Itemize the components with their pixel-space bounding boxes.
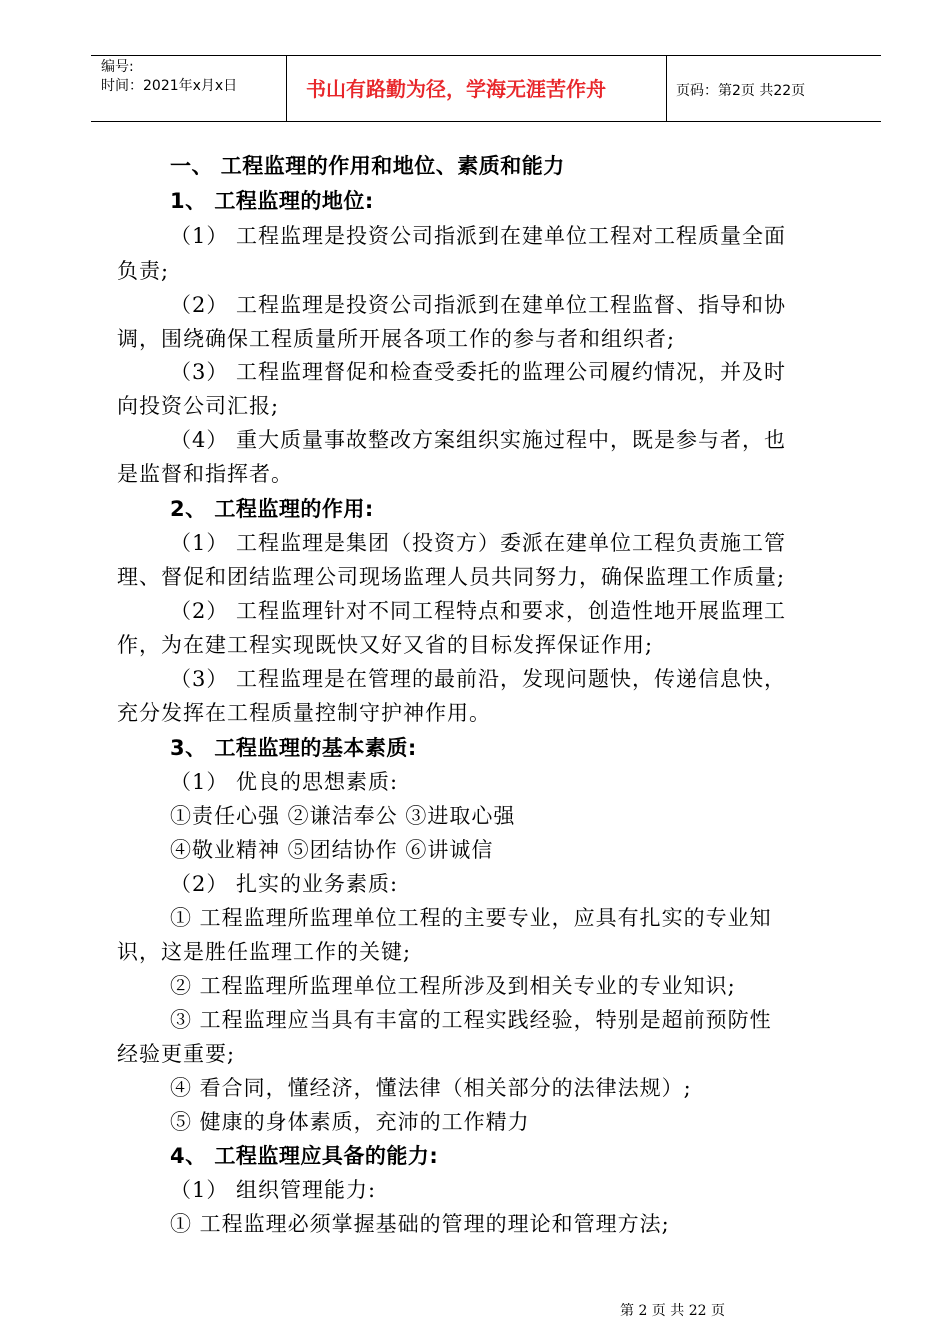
header-top-rule (91, 55, 881, 56)
paragraph-line: （3） 工程监理是在管理的最前沿，发现问题快，传递信息快， (170, 667, 787, 691)
header-divider-left (286, 55, 287, 121)
subsection-heading: 4、 工程监理应具备的能力: (170, 1144, 439, 1168)
header-divider-right (666, 55, 667, 121)
list-item: ② 工程监理所监理单位工程所涉及到相关专业的专业知识; (170, 974, 736, 998)
paragraph-line: （2） 扎实的业务素质: (170, 872, 399, 896)
paragraph-line: （4） 重大质量事故整改方案组织实施过程中，既是参与者，也 (170, 428, 787, 452)
subsection-heading: 1、 工程监理的地位: (170, 189, 374, 213)
paragraph-line: 理、督促和团结监理公司现场监理人员共同努力，确保监理工作质量; (117, 565, 786, 589)
page-footer: 第 2 页 共 22 页 (620, 1303, 725, 1319)
list-item: ① 工程监理所监理单位工程的主要专业，应具有扎实的专业知 (170, 906, 772, 930)
paragraph-line: 充分发挥在工程质量控制守护神作用。 (117, 701, 491, 725)
paragraph-line: 向投资公司汇报; (117, 394, 280, 418)
list-item: ①责任心强 ②谦洁奉公 ③进取心强 (170, 804, 516, 828)
list-item: ④敬业精神 ⑤团结协作 ⑥讲诚信 (170, 838, 494, 862)
list-item: ① 工程监理必须掌握基础的管理的理论和管理方法; (170, 1212, 670, 1236)
list-item: ④ 看合同，懂经济，懂法律（相关部分的法律法规）; (170, 1076, 692, 1100)
paragraph-line: 识，这是胜任监理工作的关键; (117, 940, 412, 964)
subsection-heading: 3、 工程监理的基本素质: (170, 736, 417, 760)
paragraph-line: 作，为在建工程实现既快又好又省的目标发挥保证作用; (117, 633, 654, 657)
header-motto: 书山有路勤为径，学海无涯苦作舟 (306, 77, 606, 101)
paragraph-line: 调，围绕确保工程质量所开展各项工作的参与者和组织者; (117, 327, 676, 351)
section-title: 一、 工程监理的作用和地位、素质和能力 (170, 154, 565, 178)
time-label: 时间：2021年x月x日 (101, 78, 238, 94)
paragraph-line: 是监督和指挥者。 (117, 462, 293, 486)
subsection-heading: 2、 工程监理的作用: (170, 497, 374, 521)
paragraph-line: （1） 工程监理是投资公司指派到在建单位工程对工程质量全面 (170, 224, 787, 248)
paragraph-line: 经验更重要; (117, 1042, 236, 1066)
paragraph-line: （3） 工程监理督促和检查受委托的监理公司履约情况，并及时 (170, 360, 787, 384)
paragraph-line: （2） 工程监理针对不同工程特点和要求，创造性地开展监理工 (170, 599, 787, 623)
list-item: ③ 工程监理应当具有丰富的工程实践经验，特别是超前预防性 (170, 1008, 772, 1032)
paragraph-line: （1） 工程监理是集团（投资方）委派在建单位工程负责施工管 (170, 531, 787, 555)
header-bottom-rule (91, 121, 881, 122)
page-label: 页码：第2页 共22页 (676, 83, 806, 99)
paragraph-line: （1） 优良的思想素质: (170, 770, 399, 794)
list-item: ⑤ 健康的身体素质，充沛的工作精力 (170, 1110, 530, 1134)
paragraph-line: （1） 组织管理能力: (170, 1178, 377, 1202)
paragraph-line: 负责; (117, 259, 170, 283)
serial-label: 编号: (101, 59, 134, 75)
paragraph-line: （2） 工程监理是投资公司指派到在建单位工程监督、指导和协 (170, 293, 787, 317)
